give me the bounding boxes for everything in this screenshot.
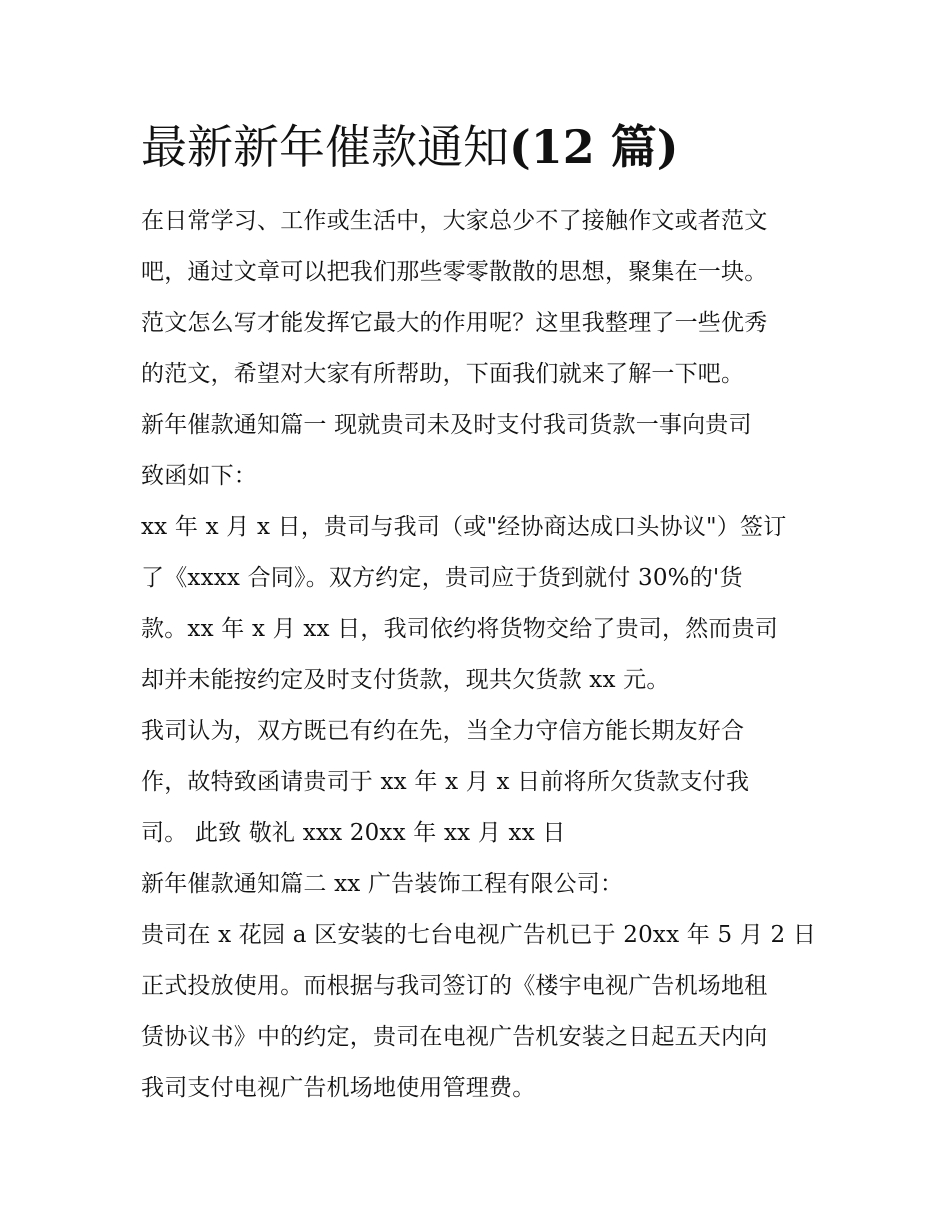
- paragraph-contract-details: [141, 502, 813, 706]
- paragraph-payment-request: [141, 706, 813, 859]
- paragraph-notice-two-heading: [141, 859, 813, 910]
- text-line: 赁协议书》中的约定，贵司在电视广告机安装之日起五天内向: [141, 1024, 768, 1050]
- text-line: 的范文，希望对大家有所帮助，下面我们就来了解一下吧。: [141, 361, 745, 387]
- text-line: 新年催款通知篇二 xx 广告装饰工程有限公司：: [141, 871, 624, 897]
- document-body: [141, 112, 817, 1114]
- text-line: 作，故特致函请贵司于 xx 年 x 月 x 日前将所欠货款支付我: [141, 769, 750, 795]
- text-line: 了《xxxx 合同》。双方约定，贵司应于货到就付 30%的'货: [141, 565, 743, 591]
- text-line: 贵司在 x 花园 a 区安装的七台电视广告机已于 20xx 年 5 月 2 日: [141, 922, 817, 948]
- text-line: 新年催款通知篇一 现就贵司未及时支付我司货款一事向贵司: [141, 412, 752, 438]
- text-line: 范文怎么写才能发挥它最大的作用呢？这里我整理了一些优秀: [141, 310, 768, 336]
- text-line: 款。xx 年 x 月 xx 日，我司依约将货物交给了贵司，然而贵司: [141, 616, 779, 642]
- text-line: 正式投放使用。而根据与我司签订的《楼宇电视广告机场地租: [141, 973, 768, 999]
- title-main: 最新新年催款通知: [141, 120, 509, 174]
- text-line: 我司认为，双方既已有约在先，当全力守信方能长期友好合: [141, 718, 745, 744]
- text-line: xx 年 x 月 x 日，贵司与我司（或"经协商达成口头协议"）签订: [141, 514, 787, 540]
- page-title: [141, 112, 813, 182]
- text-line: 吧，通过文章可以把我们那些零零散散的思想，聚集在一块。: [141, 259, 768, 285]
- text-line: 致函如下：: [141, 463, 257, 489]
- paragraph-advertising-fee: [141, 910, 817, 1114]
- text-line: 司。 此致 敬礼 xxx 20xx 年 xx 月 xx 日: [141, 820, 566, 846]
- text-line: 我司支付电视广告机场地使用管理费。: [141, 1075, 536, 1101]
- text-line: 在日常学习、工作或生活中，大家总少不了接触作文或者范文: [141, 208, 768, 234]
- title-suffix: (12 篇): [509, 120, 679, 174]
- paragraph-notice-one-heading: [141, 400, 813, 502]
- paragraph-intro: [141, 196, 813, 400]
- text-line: 却并未能按约定及时支付货款，现共欠货款 xx 元。: [141, 667, 670, 693]
